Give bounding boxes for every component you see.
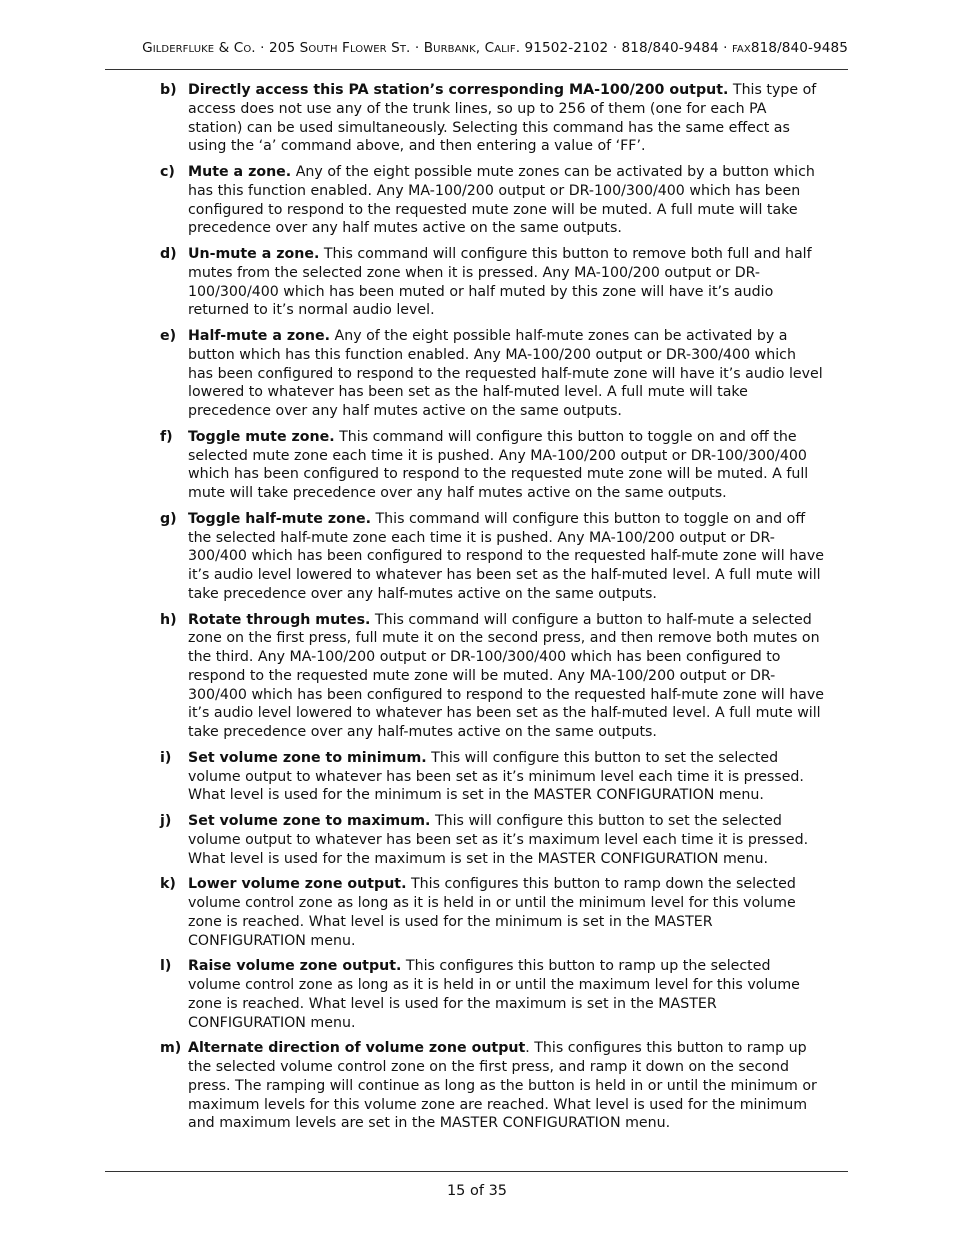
item-title: Mute a zone. [188,164,292,180]
item-title: Directly access this PA station’s corresponding MA-100/200 output. [188,82,729,98]
item-letter: l) [160,958,172,975]
item-body [188,81,825,156]
item-text: This command will configure this button to toggle on and off the selected half-mute zone each time it is pushed. Any MA-100/200 output or DR-300/400 which has been configured to respond to the requested half-mute zone will have it’s audio level lowered to whatever has been set as the half-muted level. A full mute will take precedence over any half-mutes active on the same outputs. [188,510,825,602]
item-title: Lower volume zone output. [188,876,407,893]
footer-divider [105,1171,848,1172]
item-letter: d) [160,246,177,262]
item-title: Rotate through mutes. [188,611,371,628]
item-text: . This configures this button to ramp up the selected volume control zone on the first press, and ramp it down on the second press. The ramping will continue as long as the button is held in or until the minimum or maximum levels for this volume zone are reached. What level is used for the minimum and maximum levels are set in the MASTER CONFIGURATION menu. [188,1040,817,1132]
page-number: 15 of 35 [446,1183,508,1199]
item-title: Toggle mute zone. [188,428,335,445]
item-text: This command will configure this button to remove both full and half mutes from the selected zone when it is pressed. Any MA-100/200 output or DR-100/300/400 which has been muted or half muted by this zone will have it’s audio returned to it’s normal audio level. [188,246,812,319]
item-body [188,611,825,742]
list-item [160,245,825,320]
item-title: Raise volume zone output. [188,958,402,975]
item-letter: i) [160,749,172,766]
list-item [160,327,825,421]
header-text: Gilderfluke & Co. · 205 South Flower St. · Burbank, Calif. 91502-2102 · 818/840-9484 · fax818/840-9485 [142,40,848,56]
item-title: Set volume zone to maximum. [188,813,431,829]
list-item [160,749,825,805]
list-item [160,510,825,604]
item-text: This configures this button to ramp down the selected volume control zone as long as it is held in or until the minimum level for this volume zone is reached. What level is used for the minimum is set in the MASTER CONFIGURATION menu. [188,876,796,949]
item-title: Alternate direction of volume zone output [188,1040,526,1057]
list-item [160,611,825,742]
item-body [188,875,825,950]
item-body [188,163,825,238]
item-text: This type of access does not use any of the trunk lines, so up to 256 of them (one for each PA station) can be used simultaneously. Selecting this command has the same effect as using the ‘a’ command above, and then entering a value of ‘FF’. [188,82,817,155]
item-title: Half-mute a zone. [188,328,330,344]
item-title: Un-mute a zone. [188,246,320,262]
item-title: Set volume zone to minimum. [188,749,427,766]
item-text: This will configure this button to set the selected volume output to whatever has been set as it’s minimum level each time it is pressed. What level is used for the minimum is set in the MASTER CONFIGURATION menu. [188,749,804,804]
item-body [188,749,825,805]
item-text: This configures this button to ramp up the selected volume control zone as long as it is held in or until the maximum level for this volume zone is reached. What level is used for the maximum is set in the MASTER CONFIGURATION menu. [188,958,800,1031]
item-body [188,957,825,1032]
item-text: This command will configure a button to half-mute a selected zone on the first press, full mute it on the second press, and then remove both mutes on the third. Any MA-100/200 output or DR-100/300/400 which has been configured to respond to the requested mute zone will be muted. Any MA-100/200 output or DR-300/400 which has been configured to respond to the requested half-mute zone will have it’s audio level lowered to whatever has been set as the half-muted level. A full mute will take precedence over any half-mutes active on the same outputs. [188,611,825,740]
item-body [188,245,825,320]
list-item [160,1039,825,1133]
item-letter: k) [160,876,176,893]
item-letter: e) [160,328,177,344]
list-item [160,812,825,868]
list-item [160,163,825,238]
item-body [188,327,825,421]
item-text: This will configure this button to set the selected volume output to whatever has been set as it’s maximum level each time it is pressed. What level is used for the maximum is set in the MASTER CONFIGURATION menu. [188,813,809,867]
item-text: Any of the eight possible half-mute zones can be activated by a button which has this function enabled. Any MA-100/200 output or DR-300/400 which has been configured to respond to the requested half-mute zone will have it’s audio level lowered to whatever has been set as the half-muted level. A full mute will take precedence over any half mutes active on the same outputs. [188,328,823,419]
list-item [160,957,825,1032]
item-body [188,428,825,503]
list-item [160,428,825,503]
item-letter: j) [160,813,172,829]
item-body [188,812,825,868]
item-body [188,1039,825,1133]
list-item [160,875,825,950]
item-title: Toggle half-mute zone. [188,510,371,527]
item-letter: m) [160,1040,182,1057]
item-body [188,510,825,604]
list-item [160,81,825,156]
item-letter: h) [160,611,177,628]
item-text: This command will configure this button to toggle on and off the selected mute zone each time it is pushed. Any MA-100/200 output or DR-100/300/400 which has been configured to respond to the requested mute zone will be muted. A full mute will take precedence over any half mutes active on the same outputs. [188,428,809,501]
page-header [105,40,848,70]
command-list [160,81,825,1133]
item-letter: g) [160,510,177,527]
item-letter: b) [160,82,177,98]
item-letter: f) [160,428,173,445]
item-text: Any of the eight possible mute zones can be activated by a button which has this function enabled. Any MA-100/200 output or DR-100/300/400 which has been configured to respond to the requested mute zone will be muted. A full mute will take precedence over any half mutes active on the same outputs. [188,164,815,237]
item-letter: c) [160,164,175,180]
